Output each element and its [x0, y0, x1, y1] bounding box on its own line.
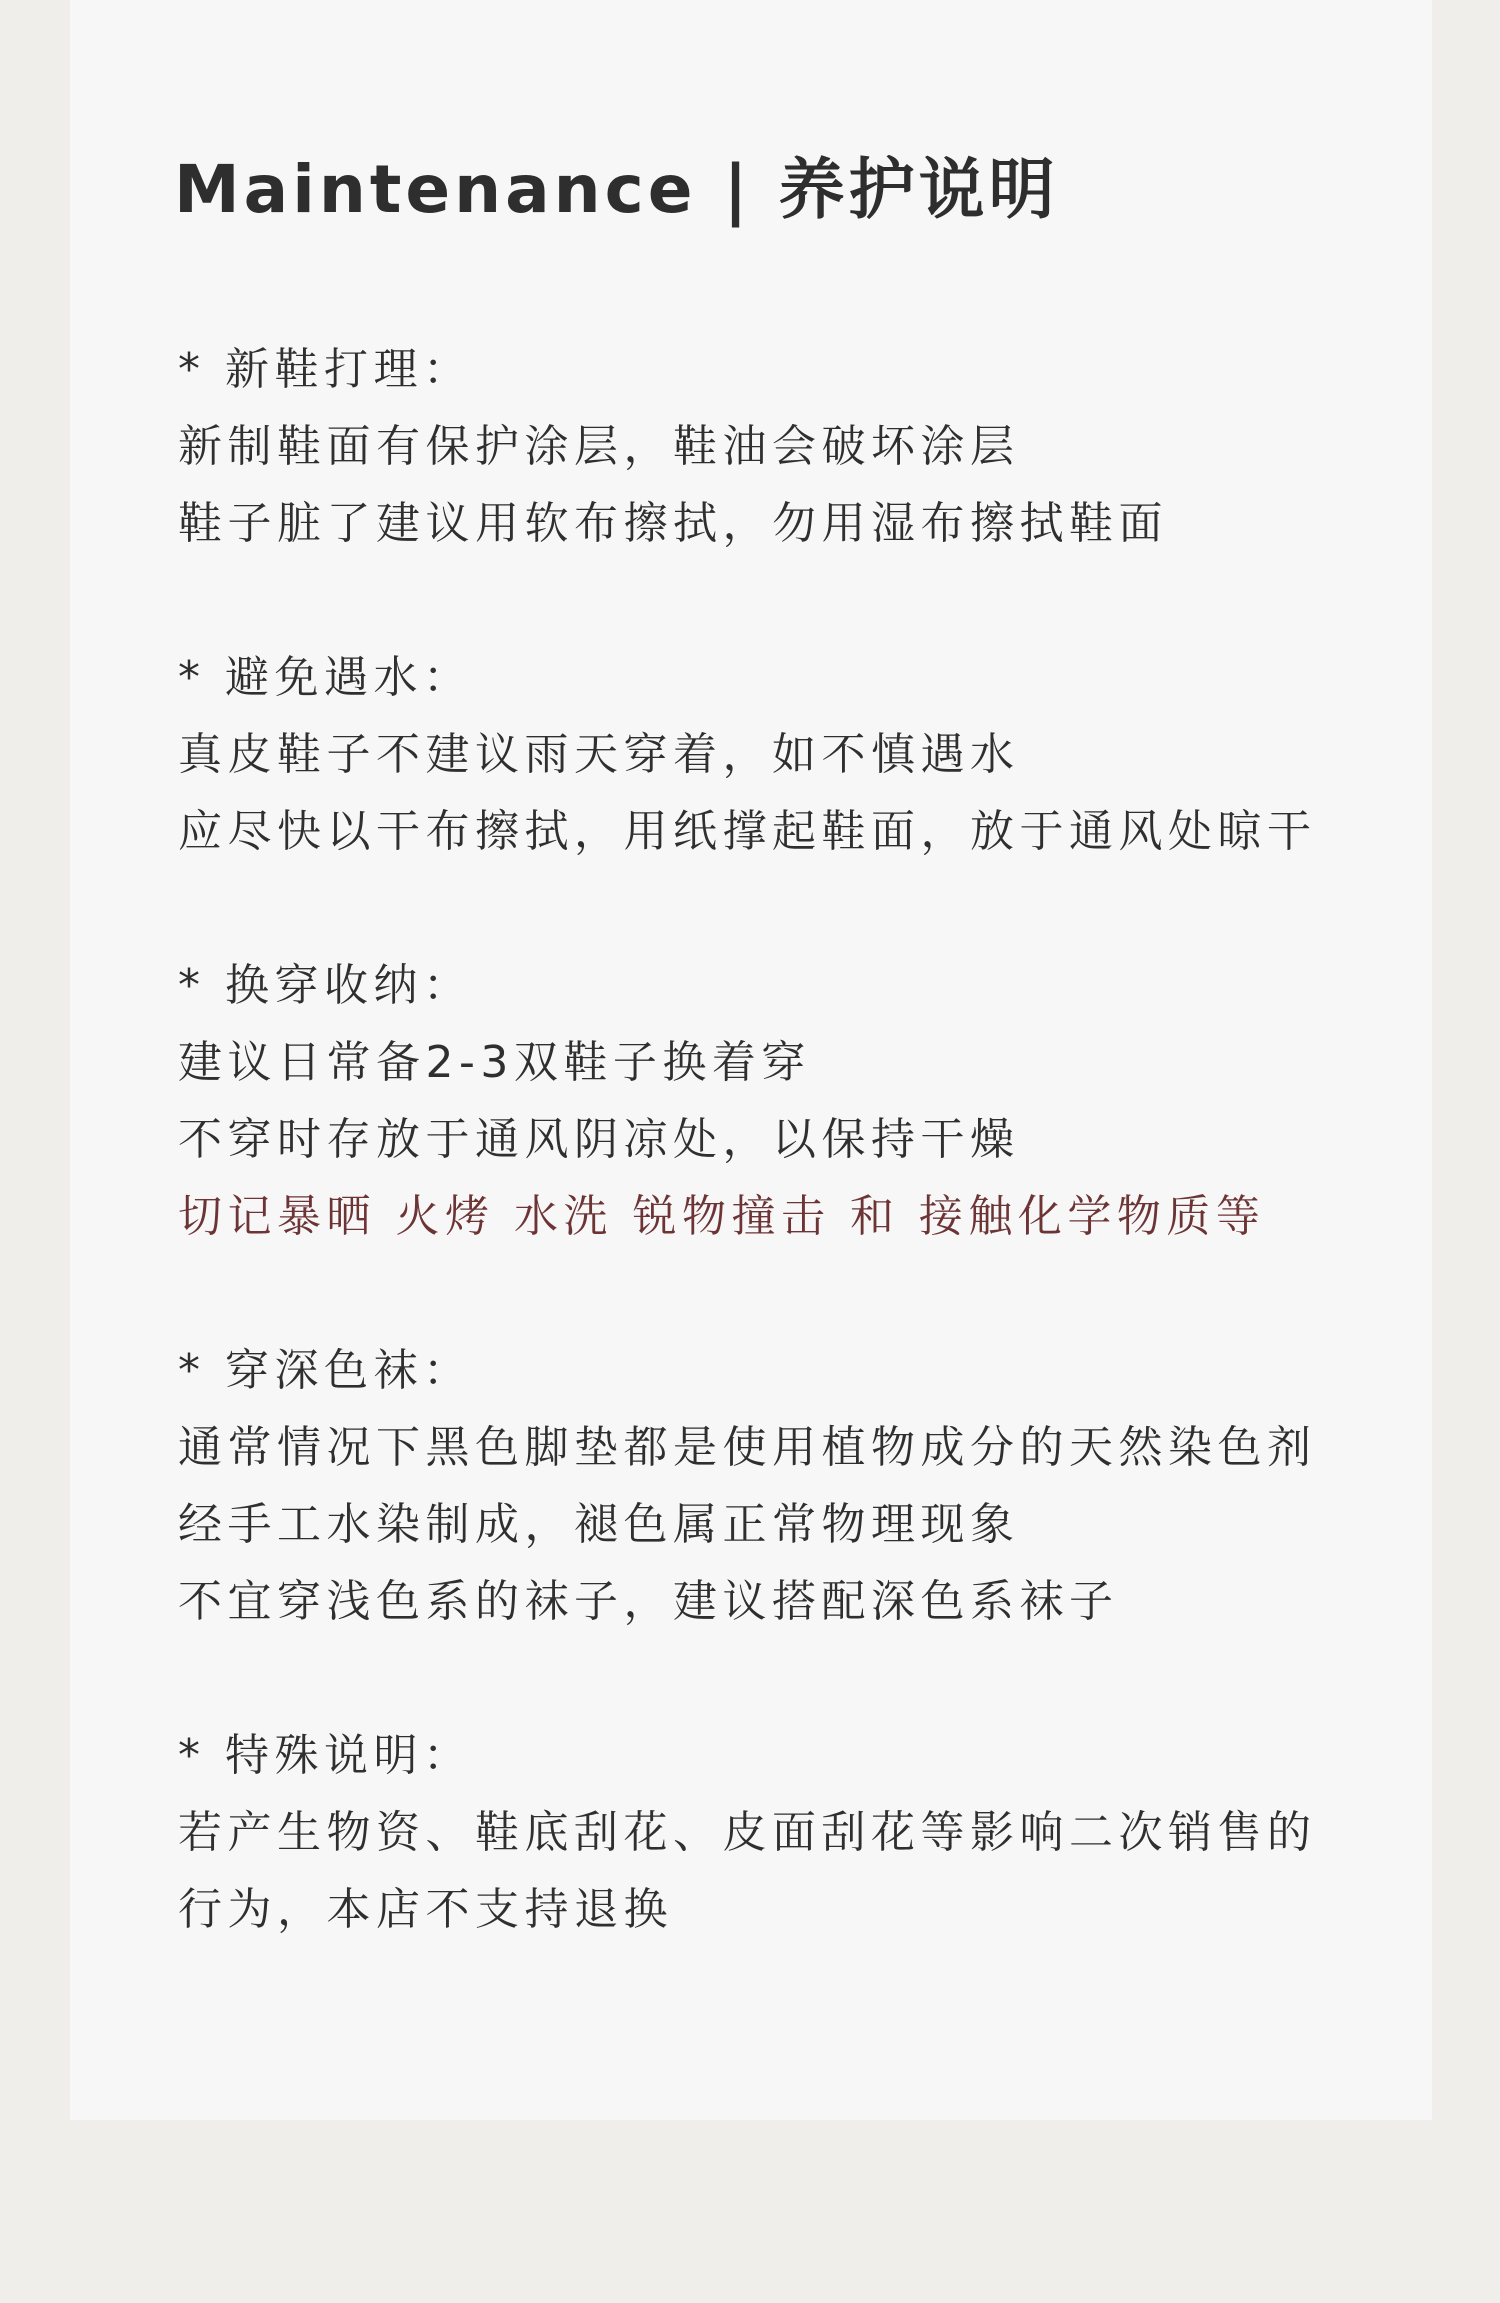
section-rotation-storage — [178, 947, 1408, 1255]
instruction-line: 经手工水染制成，褪色属正常物理现象 — [178, 1499, 1020, 1550]
section-dark-socks — [178, 1332, 1408, 1640]
instruction-line: 不穿时存放于通风阴凉处，以保持干燥 — [178, 1114, 1020, 1165]
section-special-notes — [178, 1717, 1408, 1948]
instruction-line: 建议日常备2-3双鞋子换着穿 — [178, 1037, 811, 1088]
care-instructions — [178, 331, 1408, 2025]
instruction-line: 若产生物资、鞋底刮花、皮面刮花等影响二次销售的 — [178, 1807, 1317, 1858]
warning-line: 切记暴晒 火烤 水洗 锐物撞击 和 接触化学物质等 — [178, 1191, 1266, 1242]
section-heading: * 穿深色袜： — [178, 1345, 473, 1396]
instruction-line: 真皮鞋子不建议雨天穿着，如不慎遇水 — [178, 729, 1020, 780]
section-new-shoe-care — [178, 331, 1408, 562]
maintenance-card — [70, 0, 1432, 2120]
section-heading: * 避免遇水： — [178, 652, 473, 703]
instruction-line: 行为，本店不支持退换 — [178, 1884, 673, 1935]
instruction-line: 应尽快以干布擦拭，用纸撑起鞋面，放于通风处晾干 — [178, 806, 1317, 857]
section-heading: * 特殊说明： — [178, 1730, 473, 1781]
instruction-line: 新制鞋面有保护涂层，鞋油会破坏涂层 — [178, 421, 1020, 472]
section-heading: * 新鞋打理： — [178, 344, 473, 395]
instruction-line: 通常情况下黑色脚垫都是使用植物成分的天然染色剂 — [178, 1422, 1317, 1473]
instruction-line: 鞋子脏了建议用软布擦拭，勿用湿布擦拭鞋面 — [178, 498, 1168, 549]
section-heading: * 换穿收纳： — [178, 960, 473, 1011]
instruction-line: 不宜穿浅色系的袜子，建议搭配深色系袜子 — [178, 1576, 1119, 1627]
section-avoid-water — [178, 639, 1408, 870]
page-title: Maintenance | 养护说明 — [174, 151, 1059, 228]
